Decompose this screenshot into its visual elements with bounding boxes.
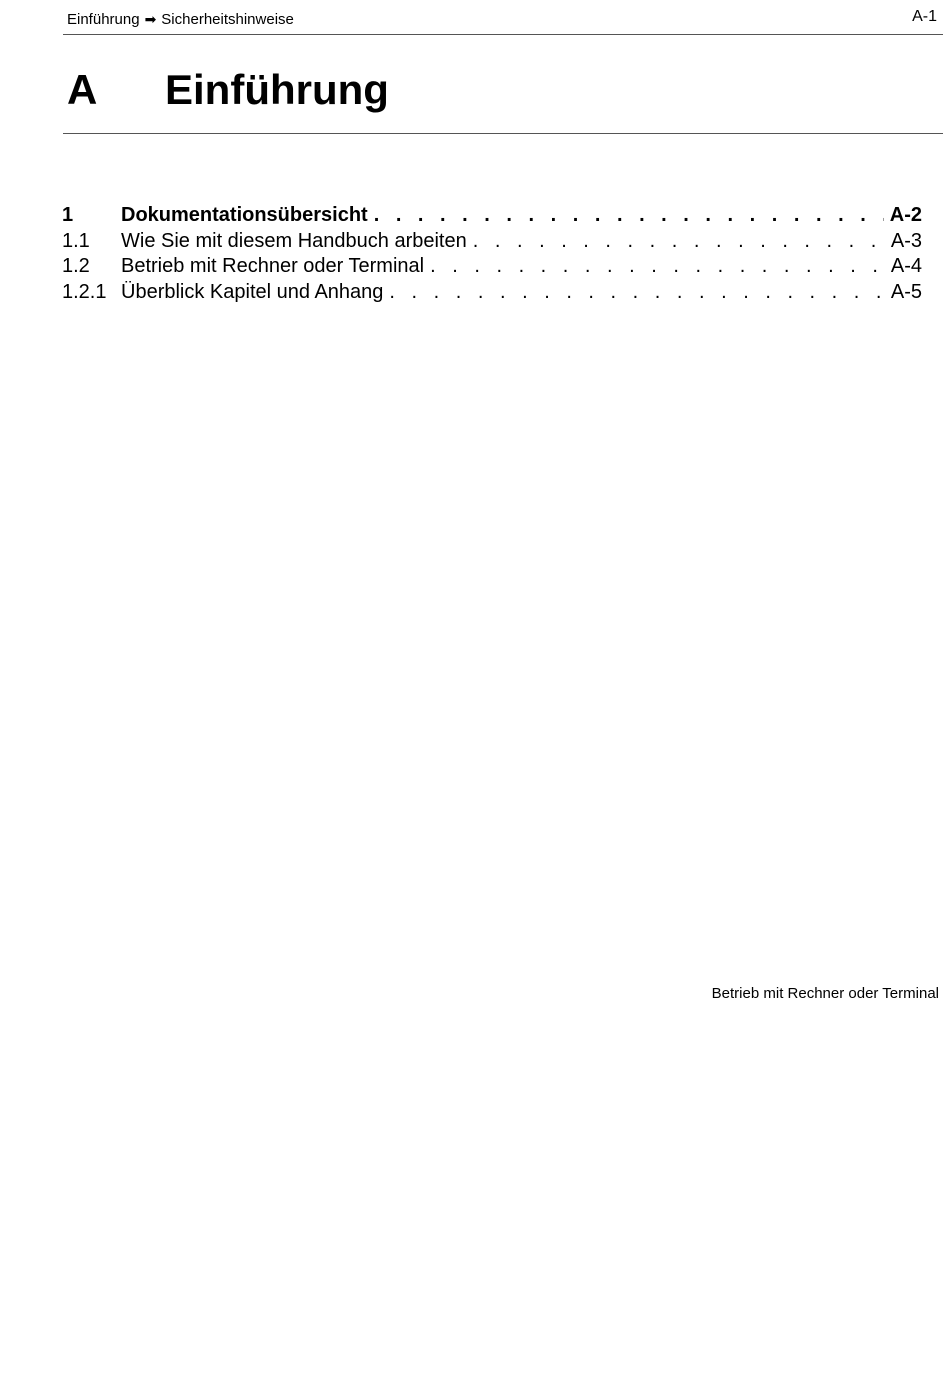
running-header [63,8,943,35]
breadcrumb [67,11,294,28]
breadcrumb-item: Einführung [67,11,140,28]
toc-entry-page: A-4 [890,255,922,277]
breadcrumb-item: Sicherheitshinweise [161,11,294,28]
arrow-right-icon: ➡ [144,11,157,27]
toc-entry-page: A-3 [890,229,922,252]
toc-entry-number: 1.1 [62,229,90,252]
toc-entry[interactable] [62,255,922,281]
chapter-letter: A [67,66,98,113]
toc-dot-leader [389,281,884,304]
toc-entry[interactable] [62,230,922,256]
page-number: A-1 [912,8,937,25]
footer-note: Betrieb mit Rechner oder Terminal [711,985,939,1002]
toc-entry-title: Wie Sie mit diesem Handbuch arbeiten [121,229,467,252]
toc-entry-number: 1.2.1 [62,280,107,303]
toc-entry[interactable] [62,281,922,307]
toc-entry-title: Betrieb mit Rechner oder Terminal [121,255,425,277]
toc-entry-title: Überblick Kapitel und Anhang [121,280,384,303]
chapter-heading [63,60,943,134]
toc-entry-number: 1.2 [62,255,90,277]
toc-entry-page: A-5 [890,280,922,303]
toc-entry-title: Dokumentationsübersicht [121,204,368,226]
table-of-contents [62,204,922,306]
chapter-title: Einführung [165,66,389,113]
toc-dot-leader [430,255,885,278]
toc-entry-number: 1 [62,204,74,226]
toc-dot-leader [473,230,885,253]
toc-dot-leader [374,204,884,227]
toc-entry-page: A-2 [889,204,922,226]
toc-entry[interactable] [62,204,922,230]
